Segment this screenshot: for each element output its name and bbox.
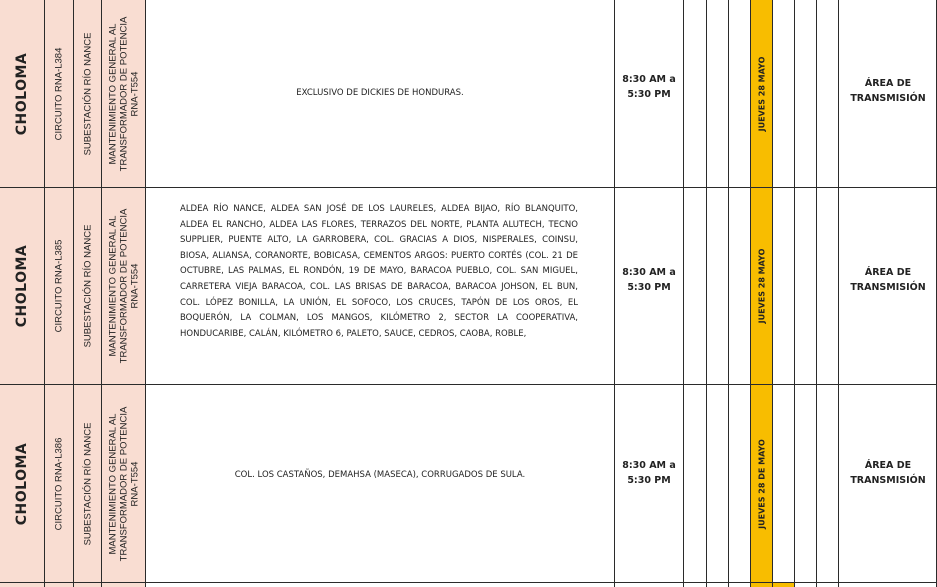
substation-cell — [74, 0, 101, 187]
circuit-label: CIRCUITO RNA-L385 — [53, 239, 65, 333]
substation-label: SUBESTACIÓN RÍO NANCE — [82, 224, 93, 348]
circuit-cell — [45, 188, 73, 384]
column-divider — [145, 0, 146, 587]
municipality-label: CHOLOMA — [14, 52, 30, 135]
column-divider — [728, 0, 729, 587]
day-label: JUEVES 28 MAYO — [757, 248, 766, 324]
day-label: JUEVES 28 MAYO — [757, 56, 766, 131]
day-label: JUEVES 28 DE MAYO — [757, 438, 766, 529]
next-row-municipality — [0, 583, 44, 587]
next-row-day — [751, 583, 795, 587]
day-cell — [751, 188, 772, 384]
column-divider — [73, 0, 74, 587]
day-cell — [751, 385, 772, 582]
maintenance-label: MANTENIMIENTO GENERAL AL TRANSFORMADOR DE POTENCIA RNA-T554 — [107, 406, 140, 561]
column-divider — [101, 0, 102, 587]
affected-areas-text: ALDEA RÍO NANCE, ALDEA SAN JOSÉ DE LOS LAURELES, ALDEA BIJAO, RÍO BLANQUITO, ALDEA EL RANCHO, ALDEA LAS FLORES, TERRAZOS DEL NORTE, PLANTA ALUTECH, TECNO SUPPLIER, PUENTE ALTO, LA GARROBERA, COL. GRACIAS A DIOS, NISPERALES, COINSU, BIOSA, ALIANSA, CORANORTE, BOBICASA, CEMENTOS ARGOS: PUERTO CORTÉS (COL. 21 DE OCTUBRE, LAS PALMAS, EL RONDÓN, 19 DE MAYO, BARACOA PUEBLO, COL. SAN MIGUEL, CARRETERA VIEJA BARACOA, COL. LAS BRISAS DE BARACOA, BARACOA JOHSON, EL BUN, COL. LÓPEZ BONILLA, LA UNIÓN, EL SOFOCO, LOS CRUCES, TAPÓN DE LOS OROS, EL BOQUERÓN, LA COLMAN, LOS MANGOS, KILÓMETRO 2, SECTOR LA COOPERATIVA, HONDUCARIBE, CALÁN, KILÓMETRO 6, PALETO, SAUCE, CEDROS, CAOBA, ROBLE, — [180, 204, 578, 339]
substation-label: SUBESTACIÓN RÍO NANCE — [82, 32, 93, 155]
substation-cell — [74, 385, 101, 582]
affected-areas-text: COL. LOS CASTAÑOS, DEMAHSA (MASECA), CORRUGADOS DE SULA. — [234, 470, 526, 480]
municipality-label: CHOLOMA — [14, 442, 30, 525]
column-divider — [794, 0, 795, 587]
schedule-hours: 8:30 AM a 5:30 PM — [622, 267, 676, 293]
schedule-hours: 8:30 AM a 5:30 PM — [622, 460, 676, 486]
circuit-cell — [45, 0, 73, 187]
schedule-hours: 8:30 AM a 5:30 PM — [622, 74, 676, 100]
municipality-cell — [0, 188, 44, 384]
column-divider — [772, 0, 773, 587]
day-cell — [751, 0, 772, 187]
municipality-cell — [0, 385, 44, 582]
municipality-cell — [0, 0, 44, 187]
maintenance-label: MANTENIMIENTO GENERAL AL TRANSFORMADOR DE POTENCIA RNA-T554 — [107, 16, 140, 171]
next-row-circuit — [45, 583, 145, 587]
column-divider — [706, 0, 707, 587]
municipality-label: CHOLOMA — [14, 244, 30, 328]
maintenance-cell — [102, 385, 145, 582]
row-divider — [0, 187, 937, 188]
maintenance-label: MANTENIMIENTO GENERAL AL TRANSFORMADOR DE POTENCIA RNA-T554 — [107, 208, 140, 364]
maintenance-cell — [102, 0, 145, 187]
maintenance-cell — [102, 188, 145, 384]
column-divider — [614, 0, 615, 587]
responsible-area: ÁREA DE TRANSMISIÓN — [850, 267, 926, 293]
circuit-cell — [45, 385, 73, 582]
responsible-area: ÁREA DE TRANSMISIÓN — [850, 460, 926, 486]
circuit-label: CIRCUITO RNA-L386 — [53, 437, 65, 530]
substation-label: SUBESTACIÓN RÍO NANCE — [82, 422, 93, 545]
circuit-label: CIRCUITO RNA-L384 — [53, 47, 65, 140]
column-divider — [816, 0, 817, 587]
substation-cell — [74, 188, 101, 384]
responsible-area: ÁREA DE TRANSMISIÓN — [850, 78, 926, 104]
column-divider — [683, 0, 684, 587]
row-divider — [0, 384, 937, 385]
row-divider — [0, 582, 937, 583]
affected-areas-text: EXCLUSIVO DE DICKIES DE HONDURAS. — [296, 88, 464, 98]
column-divider — [750, 0, 751, 587]
column-divider — [838, 0, 839, 587]
column-divider — [44, 0, 45, 587]
